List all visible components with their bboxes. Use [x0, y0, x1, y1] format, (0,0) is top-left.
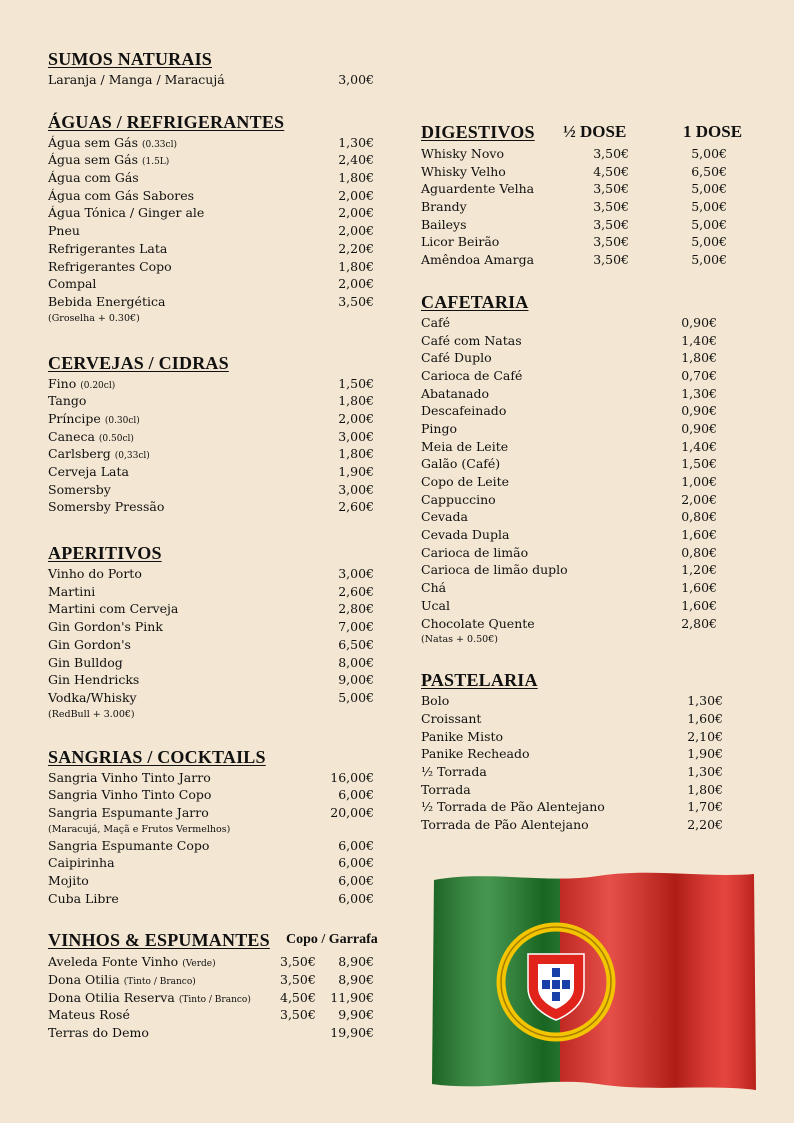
menu-item: [421, 180, 761, 198]
item-name: Sangria Espumante Copo: [48, 837, 210, 853]
item-price: 2,00€: [338, 223, 374, 239]
item-price: 2,20€: [338, 240, 374, 256]
menu-item: [48, 222, 388, 240]
item-name: Whisky Velho: [421, 163, 506, 179]
menu-item: [48, 618, 388, 636]
item-price: 1,50€: [338, 375, 374, 391]
item-price: 1,60€: [681, 580, 717, 596]
item-price: 3,00€: [338, 566, 374, 582]
column-header-half: ½ DOSE: [563, 122, 627, 141]
menu-item: [421, 420, 761, 438]
item-price: 1,30€: [338, 134, 374, 150]
item-name: Carlsberg (0,33cl): [48, 446, 150, 462]
section-title: SANGRIAS / COCKTAILS: [48, 746, 266, 767]
item-price: 3,00€: [338, 428, 374, 444]
item-name: Torrada: [421, 781, 471, 797]
item-price: 1,90€: [338, 464, 374, 479]
item-name: Aveleda Fonte Vinho (Verde): [48, 954, 216, 970]
item-name: Somersby Pressão: [48, 499, 165, 515]
item-name: Whisky Novo: [421, 146, 504, 161]
item-price: 2,10€: [687, 728, 723, 744]
menu-item: [48, 1024, 388, 1042]
item-name: Baileys: [421, 216, 467, 232]
item-price: 16,00€: [330, 769, 374, 785]
item-name: Água Tónica / Ginger ale: [48, 205, 205, 221]
item-name: Mateus Rosé: [48, 1007, 130, 1023]
menu-item: [48, 636, 388, 654]
item-price: 9,00€: [338, 672, 374, 688]
item-price: 2,40€: [338, 152, 374, 168]
menu-item: [48, 375, 388, 393]
item-name: Panike Recheado: [421, 746, 530, 762]
item-price-half: 3,50€: [593, 146, 629, 161]
item-price: 8,00€: [338, 654, 374, 670]
item-price-full: 5,00€: [691, 199, 727, 215]
item-price: 1,80€: [338, 258, 374, 274]
column-header: Copo / Garrafa: [286, 932, 378, 948]
item-price-garrafa: 8,90€: [338, 954, 374, 970]
item-name: Caipirinha: [48, 855, 115, 871]
item-name: Bebida Energética: [48, 293, 166, 309]
menu-item: [48, 583, 388, 601]
item-name: Panike Misto: [421, 728, 504, 744]
item-price: 2,00€: [681, 491, 717, 507]
menu-item: [421, 402, 761, 420]
section-title: DIGESTIVOS: [421, 122, 535, 142]
menu-item: [48, 187, 388, 205]
item-price-full: 5,00€: [691, 252, 727, 268]
section-header: [48, 929, 388, 953]
menu-item: [48, 1006, 388, 1024]
section-title: PASTELARIA: [421, 670, 538, 691]
item-name: Gin Hendricks: [48, 672, 140, 688]
item-price: 0,80€: [681, 509, 717, 525]
item-price: 1,40€: [681, 438, 717, 454]
section-sumos: [48, 48, 388, 89]
item-price: 2,00€: [338, 187, 374, 203]
item-price-copo: 3,50€: [280, 954, 316, 970]
menu-item: [421, 710, 761, 728]
item-name: Galão (Café): [421, 456, 501, 472]
menu-item: [421, 508, 761, 526]
menu-item: [48, 872, 388, 890]
item-name: Dona Otilia (Tinto / Branco): [48, 972, 196, 988]
item-price: 1,30€: [687, 763, 723, 779]
item-price: 6,00€: [338, 890, 374, 906]
section-vinhos: [48, 929, 388, 1041]
item-name: Sangria Vinho Tinto Copo: [48, 787, 212, 803]
menu-item: [421, 216, 761, 234]
item-price: 7,00€: [338, 619, 374, 635]
menu-item: [48, 392, 388, 410]
item-name: Chocolate Quente: [421, 615, 535, 631]
menu-item: [421, 816, 761, 834]
item-name: Gin Bulldog: [48, 654, 123, 670]
item-price: 6,00€: [338, 873, 374, 888]
menu-item: [421, 145, 761, 163]
section-title: CAFETARIA: [421, 291, 529, 312]
menu-item: [421, 233, 761, 251]
section-digestivos: [421, 121, 761, 269]
item-price-half: 3,50€: [593, 181, 629, 197]
menu-item: [48, 134, 388, 152]
item-price: 6,00€: [338, 855, 374, 871]
item-price: 0,90€: [681, 420, 717, 436]
item-name: Água sem Gás (1.5L): [48, 152, 170, 168]
item-price: 0,70€: [681, 367, 717, 383]
item-price: 1,90€: [687, 746, 723, 762]
item-price: 1,80€: [687, 781, 723, 797]
menu-item: [48, 654, 388, 672]
menu-item: [421, 473, 761, 491]
item-name: Café: [421, 314, 451, 330]
item-note: (Maracujá, Maçã e Frutos Vermelhos): [48, 823, 231, 835]
menu-item: [421, 781, 761, 799]
item-price-full: 6,50€: [691, 163, 727, 179]
item-name: Abatanado: [421, 385, 489, 401]
item-name: Martini com Cerveja: [48, 601, 179, 617]
item-price: 2,80€: [681, 615, 717, 631]
menu-item: [421, 349, 761, 367]
menu-item: [48, 275, 388, 293]
item-price-half: 3,50€: [593, 252, 629, 268]
item-name: Tango: [48, 393, 87, 409]
menu-item: [48, 971, 388, 989]
item-price: 1,00€: [681, 474, 717, 489]
menu-item: [421, 163, 761, 181]
menu-item: [48, 769, 388, 787]
menu-item: [48, 204, 388, 222]
section-header: [421, 121, 761, 145]
item-name: ½ Torrada: [421, 763, 487, 779]
menu-item: [48, 445, 388, 463]
section-title: SUMOS NATURAIS: [48, 49, 212, 69]
item-price: 0,80€: [681, 544, 717, 560]
item-name: Café com Natas: [421, 332, 522, 348]
menu-item: [421, 728, 761, 746]
menu-item: [421, 544, 761, 562]
item-price: 1,20€: [681, 562, 717, 578]
item-name: Cuba Libre: [48, 890, 119, 906]
menu-item: [421, 455, 761, 473]
item-name: Príncipe (0.30cl): [48, 410, 140, 426]
item-price-copo: 3,50€: [280, 972, 316, 988]
section-cervejas: [48, 352, 388, 517]
item-note: (Natas + 0.50€): [421, 634, 498, 646]
item-price: 6,50€: [338, 636, 374, 652]
item-price-garrafa: 9,90€: [338, 1007, 374, 1023]
menu-item: [421, 251, 761, 269]
menu-item: [421, 745, 761, 763]
item-price: 1,70€: [687, 799, 723, 815]
item-name: Fino (0.20cl): [48, 375, 116, 391]
item-price-half: 3,50€: [593, 216, 629, 232]
menu-item: [48, 240, 388, 258]
item-name: Carioca de limão: [421, 544, 529, 560]
item-price: 0,90€: [681, 314, 717, 330]
menu-item: [48, 151, 388, 169]
item-name: Martini: [48, 583, 96, 599]
menu-item: [48, 854, 388, 872]
menu-item: [421, 615, 761, 633]
item-price: 1,80€: [338, 393, 374, 409]
item-price: 0,90€: [681, 403, 717, 419]
menu-item: [48, 786, 388, 804]
section-cafetaria: [421, 291, 761, 647]
menu-item: [48, 410, 388, 428]
item-name: Terras do Demo: [48, 1025, 149, 1041]
item-name: Amêndoa Amarga: [421, 252, 535, 268]
menu-item: [48, 600, 388, 618]
item-price: 2,20€: [687, 817, 723, 832]
item-name: Cappuccino: [421, 491, 496, 507]
item-name: Ucal: [421, 597, 450, 613]
item-price: 1,60€: [681, 597, 717, 613]
menu-item: [48, 498, 388, 516]
item-price: 2,60€: [338, 583, 374, 599]
section-sangrias: [48, 746, 388, 908]
menu-item: [421, 198, 761, 216]
menu-item: [48, 804, 388, 822]
item-name: Cevada Dupla: [421, 527, 510, 543]
item-name: Pingo: [421, 420, 457, 436]
item-price-full: 5,00€: [691, 181, 727, 197]
item-price-full: 5,00€: [691, 146, 727, 161]
menu-item: [48, 428, 388, 446]
item-name: Meia de Leite: [421, 438, 509, 454]
item-name: Café Duplo: [421, 350, 492, 366]
section-title: VINHOS & ESPUMANTES: [48, 930, 270, 951]
item-price: 6,00€: [338, 787, 374, 803]
item-price: 1,40€: [681, 332, 717, 348]
menu-item: [48, 258, 388, 276]
item-name: Água sem Gás (0.33cl): [48, 134, 177, 150]
item-price-copo: 4,50€: [280, 989, 316, 1005]
item-name: Carioca de Café: [421, 367, 523, 383]
section-aperitivos: [48, 542, 388, 722]
menu-item: [48, 989, 388, 1007]
menu-item: [48, 463, 388, 481]
item-name: Descafeinado: [421, 403, 507, 419]
item-name: Aguardente Velha: [421, 181, 535, 197]
section-aguas: [48, 111, 388, 326]
section-pastelaria: [421, 669, 761, 834]
menu-item: [48, 890, 388, 908]
menu-item: [421, 526, 761, 544]
item-price-half: 3,50€: [593, 199, 629, 215]
item-price-half: 3,50€: [593, 234, 629, 250]
item-name: Refrigerantes Lata: [48, 240, 168, 256]
item-name: Sangria Espumante Jarro: [48, 804, 209, 820]
menu-item: [421, 332, 761, 350]
item-price-garrafa: 19,90€: [330, 1025, 374, 1041]
item-name: ½ Torrada de Pão Alentejano: [421, 799, 605, 815]
menu-left-column: [48, 48, 388, 1068]
item-name: Bolo: [421, 693, 450, 709]
item-price: 20,00€: [330, 804, 374, 820]
menu-item: [48, 169, 388, 187]
item-price: 1,80€: [338, 446, 374, 462]
item-name: Vodka/Whisky: [48, 689, 137, 705]
item-name: Torrada de Pão Alentejano: [421, 817, 589, 832]
menu-item: [421, 798, 761, 816]
item-name: Copo de Leite: [421, 474, 510, 489]
menu-item: [421, 491, 761, 509]
item-price: 1,30€: [681, 385, 717, 401]
item-name: Croissant: [421, 710, 482, 726]
item-price: 5,00€: [338, 689, 374, 705]
item-price: 3,00€: [338, 72, 374, 87]
item-price: 2,00€: [338, 276, 374, 292]
item-price: 1,80€: [681, 350, 717, 366]
item-name: Sangria Vinho Tinto Jarro: [48, 769, 211, 785]
item-price: 1,80€: [338, 170, 374, 186]
item-price: 3,50€: [338, 293, 374, 309]
item-price-full: 5,00€: [691, 234, 727, 250]
menu-item: [48, 481, 388, 499]
item-name: Brandy: [421, 199, 467, 215]
item-price-garrafa: 8,90€: [338, 972, 374, 988]
menu-item: [48, 671, 388, 689]
item-price: 1,60€: [681, 527, 717, 543]
menu-item: [48, 953, 388, 971]
menu-item: [421, 367, 761, 385]
item-name: Dona Otilia Reserva (Tinto / Branco): [48, 989, 251, 1005]
item-price: 2,00€: [338, 410, 374, 426]
menu-item: [48, 293, 388, 311]
menu-item: [421, 597, 761, 615]
item-price-copo: 3,50€: [280, 1007, 316, 1023]
portugal-flag-icon: [428, 870, 758, 1092]
item-name: Mojito: [48, 873, 89, 888]
item-price: 2,60€: [338, 499, 374, 515]
menu-item: [421, 692, 761, 710]
item-name: Laranja / Manga / Maracujá: [48, 72, 225, 87]
item-name: Gin Gordon's: [48, 636, 131, 652]
item-price: 2,00€: [338, 205, 374, 221]
item-price: 1,50€: [681, 456, 717, 472]
section-title: APERITIVOS: [48, 543, 162, 564]
section-title: ÁGUAS / REFRIGERANTES: [48, 111, 285, 132]
item-name: Gin Gordon's Pink: [48, 619, 163, 635]
menu-right-column: [421, 121, 761, 860]
menu-item: [48, 565, 388, 583]
item-name: Somersby: [48, 481, 111, 497]
menu-item: [421, 314, 761, 332]
item-price: 3,00€: [338, 481, 374, 497]
item-name: Água com Gás Sabores: [48, 187, 195, 203]
menu-item: [421, 763, 761, 781]
section-title: CERVEJAS / CIDRAS: [48, 352, 229, 373]
item-price-full: 5,00€: [691, 216, 727, 232]
menu-item: [48, 837, 388, 855]
item-name: Cerveja Lata: [48, 464, 129, 479]
menu-item: [421, 561, 761, 579]
item-note: (Groselha + 0.30€): [48, 312, 140, 324]
item-name: Pneu: [48, 223, 80, 239]
item-price-half: 4,50€: [593, 163, 629, 179]
item-name: Compal: [48, 276, 97, 292]
menu-item: [421, 385, 761, 403]
item-name: Água com Gás: [48, 170, 139, 186]
item-price: 6,00€: [338, 837, 374, 853]
item-price: 2,80€: [338, 601, 374, 617]
item-name: Carioca de limão duplo: [421, 562, 568, 578]
item-price: 1,60€: [687, 710, 723, 726]
item-name: Caneca (0.50cl): [48, 428, 134, 444]
item-name: Licor Beirão: [421, 234, 500, 250]
menu-item: [48, 689, 388, 707]
item-name: Cevada: [421, 509, 468, 525]
item-price: 1,30€: [687, 693, 723, 709]
menu-item: [48, 71, 388, 89]
item-note: (RedBull + 3.00€): [48, 708, 135, 720]
item-name: Chá: [421, 580, 447, 596]
item-price-garrafa: 11,90€: [330, 989, 374, 1005]
menu-item: [421, 438, 761, 456]
menu-item: [421, 579, 761, 597]
item-name: Refrigerantes Copo: [48, 258, 172, 274]
item-name: Vinho do Porto: [48, 566, 142, 582]
column-header-full: 1 DOSE: [683, 122, 743, 141]
